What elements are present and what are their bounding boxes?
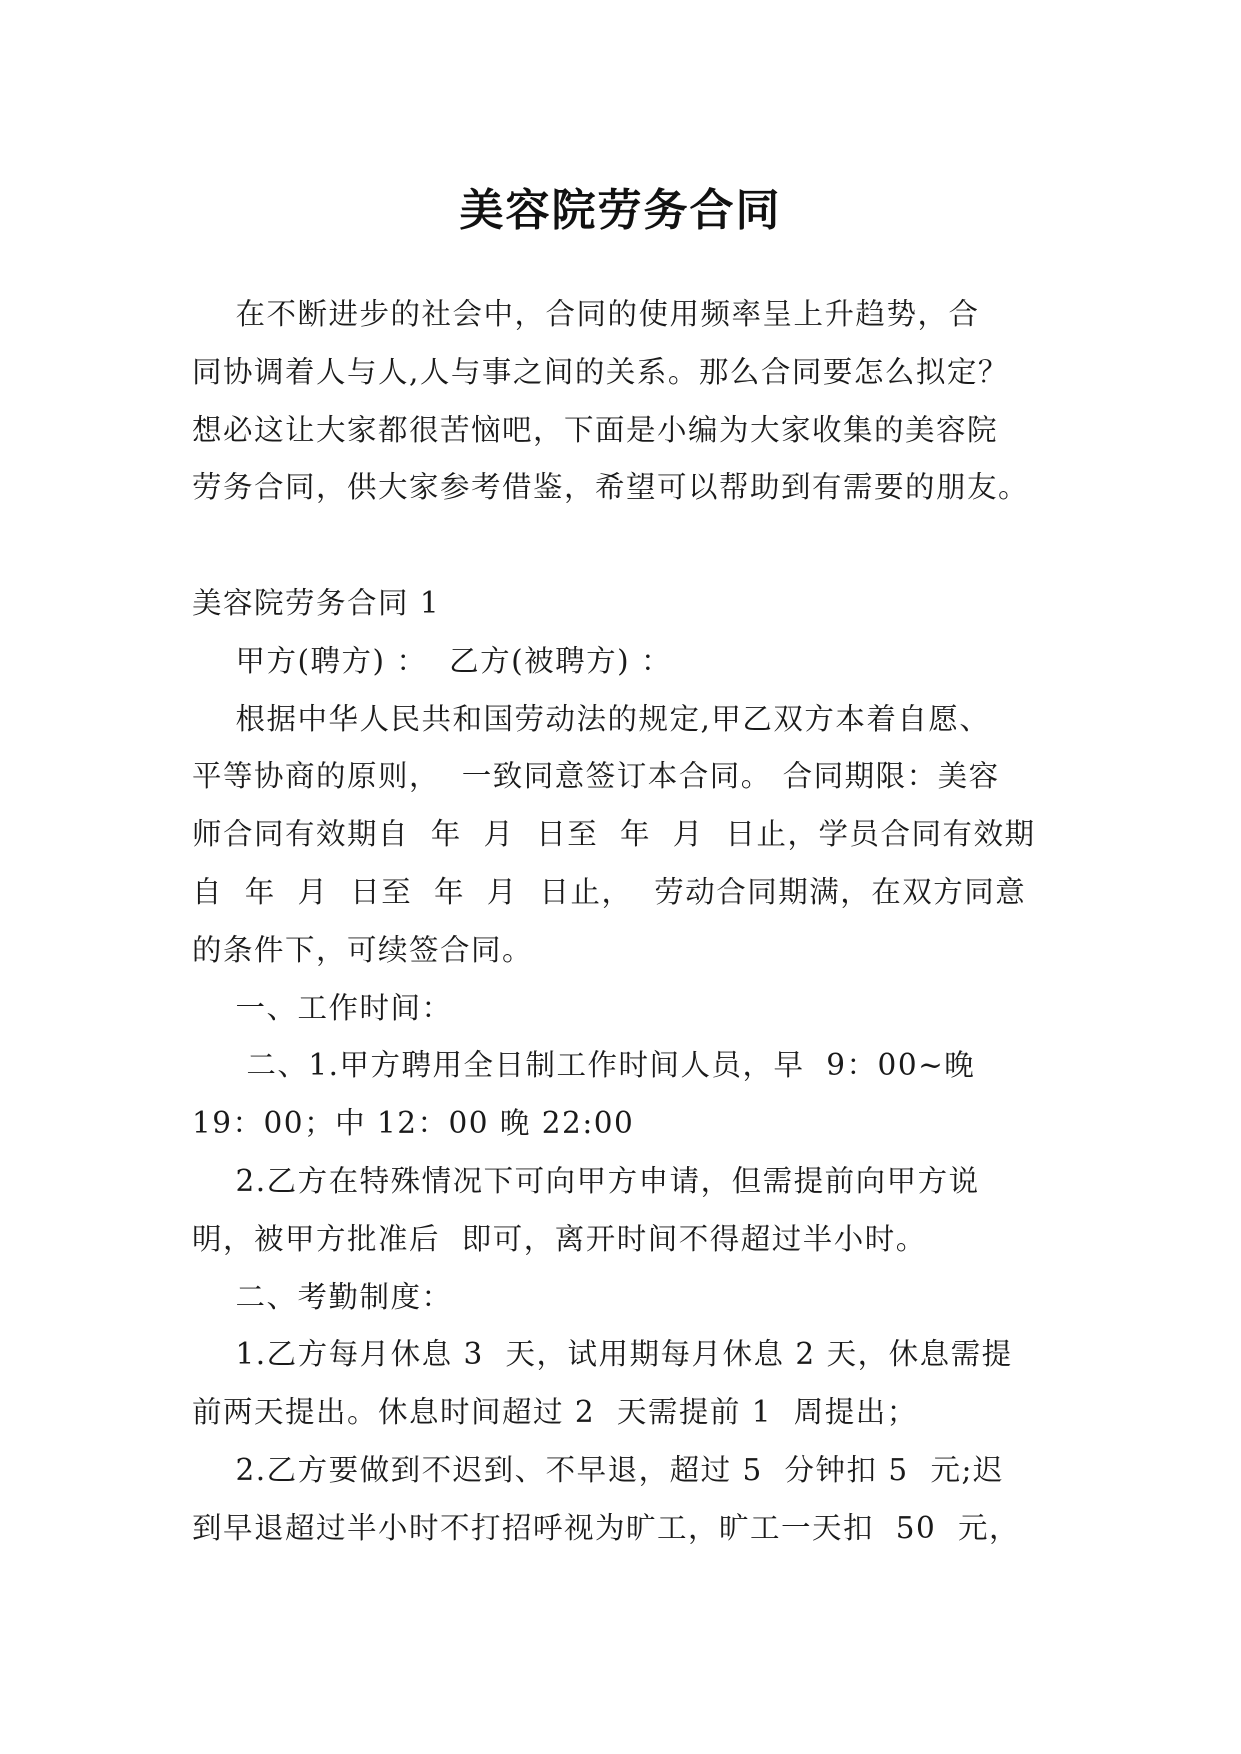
document-title: 美容院劳务合同 bbox=[459, 185, 782, 237]
paragraph-gap bbox=[192, 517, 1050, 575]
body-line: 19：00；中 12：00 晚 22:00 bbox=[192, 1106, 635, 1141]
intro-line: 在不断进步的社会中，合同的使用频率呈上升趋势，合 bbox=[192, 297, 980, 331]
body-line: 自 年 月 日至 年 月 日止， 劳动合同期满，在双方同意 bbox=[192, 874, 1027, 909]
intro-line: 劳务合同，供大家参考借鉴，希望可以帮助到有需要的朋友。 bbox=[192, 470, 1030, 505]
body-line: 的条件下，可续签合同。 bbox=[192, 932, 534, 967]
body-line: 二、考勤制度： bbox=[192, 1279, 453, 1314]
body-line: 明，被甲方批准后 即可，离开时间不得超过半小时。 bbox=[192, 1221, 927, 1256]
section-heading: 美容院劳务合同 1 bbox=[192, 585, 441, 620]
body-line: 师合同有效期自 年 月 日至 年 月 日止，学员合同有效期 bbox=[192, 817, 1036, 852]
body-line: 平等协商的原则， 一致同意签订本合同。 合同期限：美容 bbox=[192, 759, 1000, 794]
body-line: 二、1.甲方聘用全日制工作时间人员，早 9：00~晚 bbox=[192, 1048, 976, 1083]
body-line: 甲方(聘方) ： 乙方(被聘方) ： bbox=[192, 643, 673, 678]
body-line: 到早退超过半小时不打招呼视为旷工，旷工一天扣 50 元， bbox=[192, 1510, 1021, 1545]
intro-line: 想必这让大家都很苦恼吧，下面是小编为大家收集的美容院 bbox=[192, 412, 999, 447]
body-line: 2.乙方在特殊情况下可向甲方申请，但需提前向甲方说 bbox=[192, 1163, 980, 1198]
intro-line: 同协调着人与人,人与事之间的关系。那么合同要怎么拟定？ bbox=[192, 354, 1009, 389]
body-line: 前两天提出。休息时间超过 2 天需提前 1 周提出； bbox=[192, 1395, 918, 1430]
document-body bbox=[192, 286, 1050, 1558]
body-line: 根据中华人民共和国劳动法的规定,甲乙双方本着自愿、 bbox=[192, 701, 991, 736]
body-line: 一、工作时间： bbox=[192, 990, 453, 1025]
body-line: 1.乙方每月休息 3 天，试用期每月休息 2 天，休息需提 bbox=[192, 1337, 1013, 1372]
body-line: 2.乙方要做到不迟到、不早退，超过 5 分钟扣 5 元;迟 bbox=[192, 1452, 1004, 1487]
